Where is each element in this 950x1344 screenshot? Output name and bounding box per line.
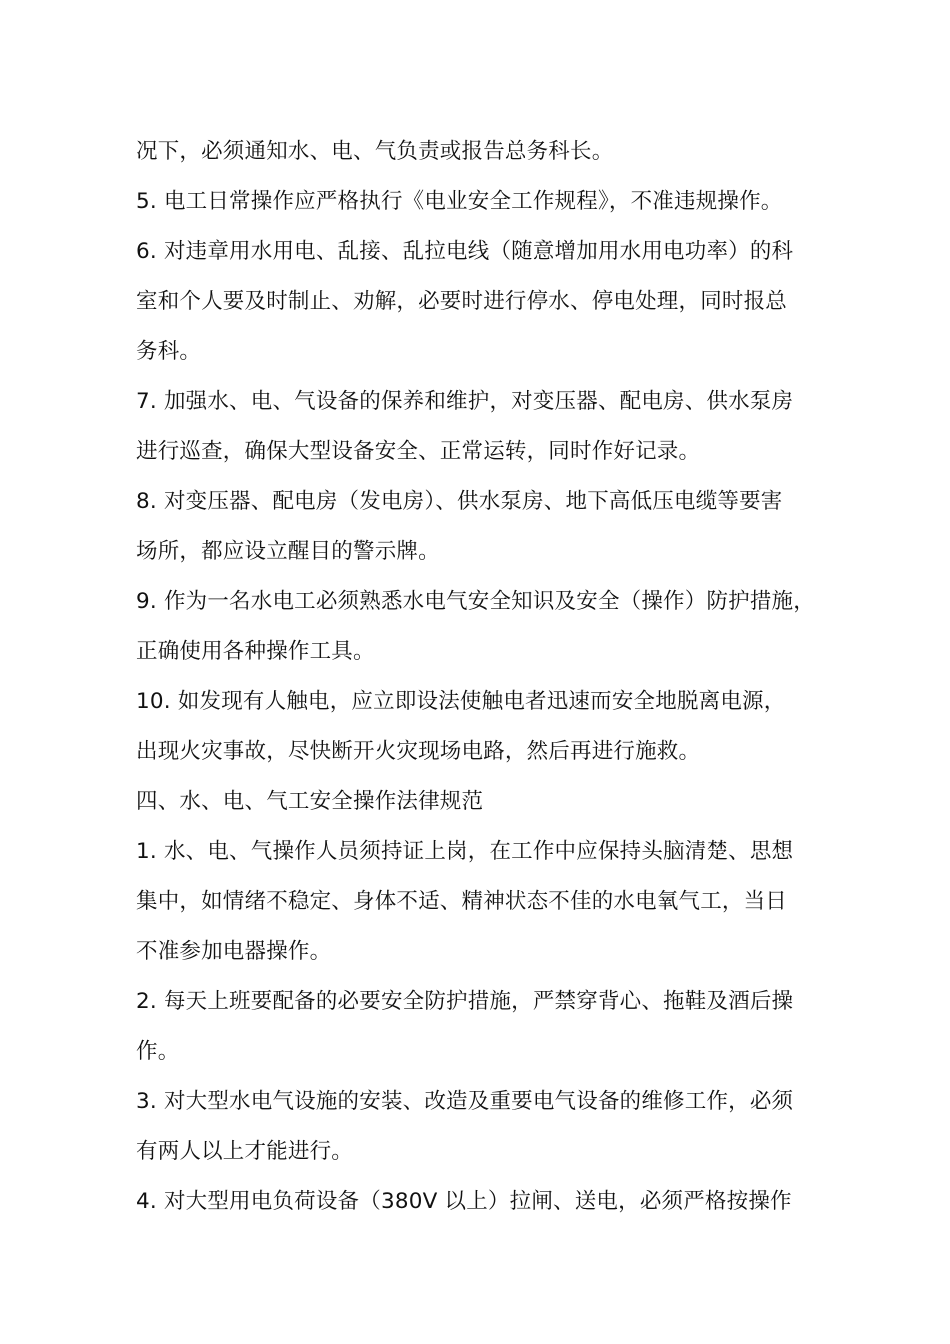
text-line: 5. 电工日常操作应严格执行《电业安全工作规程》，不准违规操作。: [136, 189, 783, 214]
text-line: 10. 如发现有人触电，应立即设法使触电者迅速而安全地脱离电源，: [136, 689, 786, 714]
text-line: 出现火灾事故，尽快断开火灾现场电路，然后再进行施救。: [136, 739, 701, 764]
text-line: 8. 对变压器、配电房（发电房）、供水泵房、地下高低压电缆等要害: [136, 489, 783, 514]
text-line: 正确使用各种操作工具。: [136, 639, 375, 664]
section-heading: 四、水、电、气工安全操作法律规范: [136, 789, 484, 814]
text-line: 2. 每天上班要配备的必要安全防护措施，严禁穿背心、拖鞋及酒后操: [136, 989, 794, 1014]
document-body: [136, 127, 836, 1227]
text-line: 作。: [136, 1039, 180, 1064]
text-line: 7. 加强水、电、气设备的保养和维护，对变压器、配电房、供水泵房: [136, 389, 794, 414]
text-line: 1. 水、电、气操作人员须持证上岗，在工作中应保持头脑清楚、思想: [136, 839, 794, 864]
text-line: 况下，必须通知水、电、气负责或报告总务科长。: [136, 139, 614, 164]
text-line: 集中，如情绪不稳定、身体不适、精神状态不佳的水电氧气工，当日: [136, 889, 788, 914]
text-line: 室和个人要及时制止、劝解，必要时进行停水、停电处理，同时报总: [136, 289, 788, 314]
text-line: 有两人以上才能进行。: [136, 1139, 354, 1164]
text-line: 务科。: [136, 339, 202, 364]
text-line: 9. 作为一名水电工必须熟悉水电气安全知识及安全（操作）防护措施，: [136, 589, 815, 614]
text-line: 6. 对违章用水用电、乱接、乱拉电线（随意增加用水用电功率）的科: [136, 239, 794, 264]
text-line: 不准参加电器操作。: [136, 939, 332, 964]
text-line: 3. 对大型水电气设施的安装、改造及重要电气设备的维修工作，必须: [136, 1089, 794, 1114]
text-line: 场所，都应设立醒目的警示牌。: [136, 539, 440, 564]
text-line: 进行巡查，确保大型设备安全、正常运转，同时作好记录。: [136, 439, 701, 464]
text-line: 4. 对大型用电负荷设备（380V 以上）拉闸、送电，必须严格按操作: [136, 1189, 792, 1214]
